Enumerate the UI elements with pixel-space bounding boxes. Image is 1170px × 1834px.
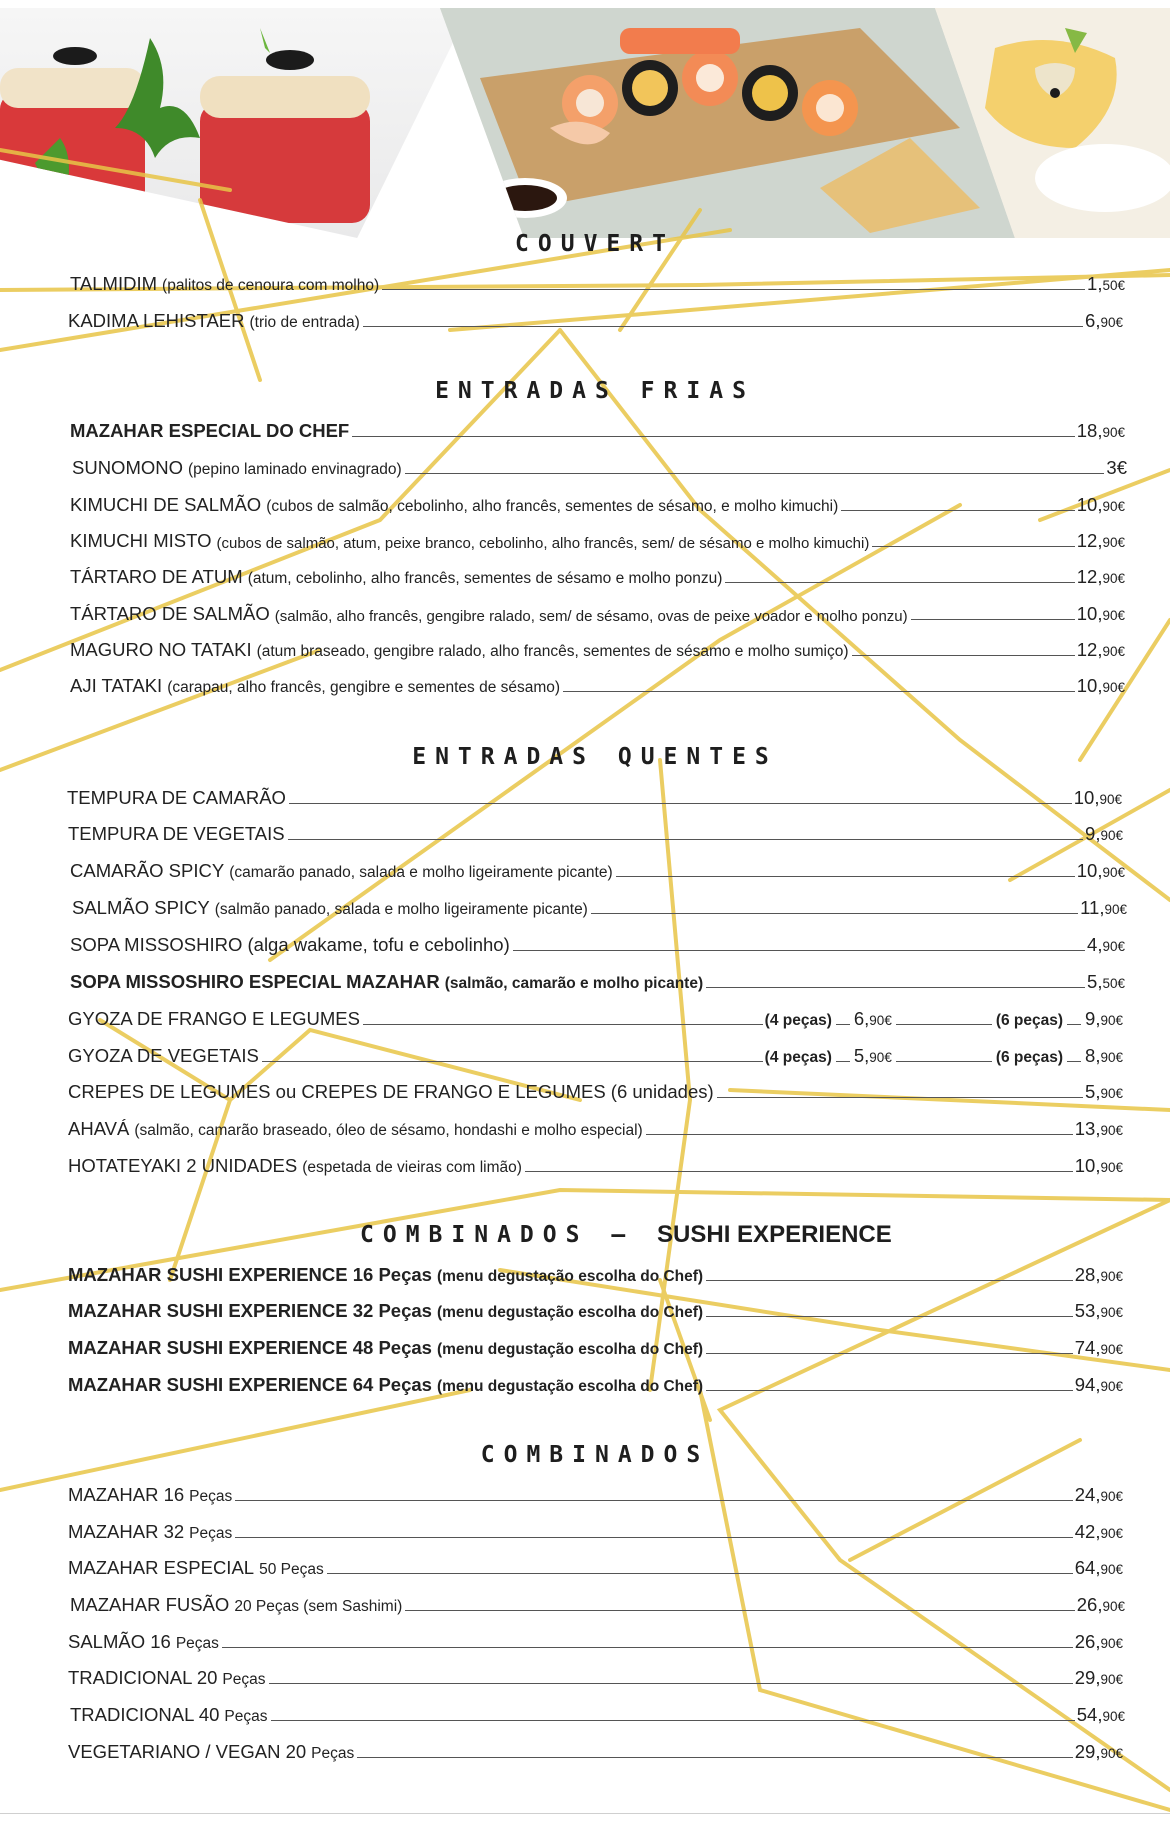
price-integer: 5, bbox=[1087, 971, 1103, 992]
item-description: Peças bbox=[175, 1635, 219, 1652]
menu-item-row bbox=[70, 852, 1125, 882]
item-description: (salmão, camarão braseado, óleo de sésamo, hondashi e molho especial) bbox=[134, 1122, 643, 1139]
item-price bbox=[1087, 273, 1125, 295]
item-description: (cubos de salmão, atum, peixe branco, cebolinho, alho francês, sem/ de sésamo e molho kimuchi) bbox=[216, 535, 870, 552]
portion-price-6 bbox=[1085, 1045, 1123, 1067]
item-price bbox=[1075, 1374, 1123, 1396]
dot-leader bbox=[235, 1500, 1072, 1501]
item-price bbox=[1075, 1521, 1123, 1543]
item-price bbox=[1075, 1300, 1123, 1322]
bottom-border bbox=[0, 1813, 1170, 1814]
item-name: TÁRTARO DE SALMÃO bbox=[70, 603, 270, 624]
item-name: GYOZA DE FRANGO E LEGUMES bbox=[68, 1008, 360, 1029]
dot-leader bbox=[405, 473, 1105, 474]
portion-label-6: (6 peças) bbox=[995, 1012, 1064, 1029]
item-name: TEMPURA DE VEGETAIS bbox=[68, 823, 285, 844]
menu-item-row bbox=[70, 631, 1125, 661]
item-price bbox=[1074, 787, 1122, 809]
price-integer: 26, bbox=[1074, 1631, 1101, 1652]
item-description: (menu degustação escolha do Chef) bbox=[436, 1304, 704, 1321]
item-price bbox=[1075, 1484, 1123, 1506]
dot-leader bbox=[725, 582, 1074, 583]
menu-item-row bbox=[72, 449, 1127, 479]
price-cents: 90€ bbox=[1100, 1672, 1123, 1687]
item-price bbox=[1085, 823, 1123, 845]
section-title-entradas-frias: ENTRADAS FRIAS bbox=[435, 378, 755, 404]
item-price bbox=[1077, 1704, 1125, 1726]
price-integer: 9, bbox=[1085, 1008, 1101, 1029]
dot-leader bbox=[646, 1134, 1073, 1135]
price-cents: 50€ bbox=[1102, 976, 1125, 991]
dot-leader bbox=[896, 1024, 992, 1025]
price-cents: 90€ bbox=[1102, 425, 1125, 440]
menu-item-row bbox=[70, 486, 1125, 516]
price-integer: 10, bbox=[1076, 603, 1103, 624]
dot-leader bbox=[706, 1316, 1073, 1317]
dot-leader bbox=[363, 326, 1083, 327]
scallop-tuna-dish-photo bbox=[0, 8, 470, 238]
menu-item-row bbox=[68, 1366, 1123, 1396]
dot-leader bbox=[841, 510, 1074, 511]
price-integer: 10, bbox=[1076, 860, 1103, 881]
price-integer: 53, bbox=[1074, 1300, 1101, 1321]
dot-leader bbox=[1067, 1061, 1081, 1062]
menu-item-row bbox=[68, 815, 1123, 845]
item-name: MAZAHAR ESPECIAL DO CHEF bbox=[70, 420, 350, 441]
price-cents: 90€ bbox=[1100, 1489, 1123, 1504]
item-description: 50 Peças bbox=[259, 1561, 324, 1578]
dot-leader bbox=[382, 289, 1085, 290]
item-description: (salmão panado, salada e molho ligeiramente picante) bbox=[214, 901, 588, 918]
price-cents: 90€ bbox=[1102, 535, 1125, 550]
item-description: 20 Peças (sem Sashimi) bbox=[234, 1598, 403, 1615]
menu-item-row bbox=[67, 779, 1122, 809]
price-cents: 50€ bbox=[1102, 278, 1125, 293]
price-cents: 90€ bbox=[1102, 865, 1125, 880]
dot-leader bbox=[616, 876, 1075, 877]
item-description: Peças bbox=[189, 1525, 233, 1542]
price-integer: 12, bbox=[1076, 639, 1103, 660]
item-price bbox=[1075, 1155, 1123, 1177]
section-title-combinados: COMBINADOS bbox=[480, 1442, 710, 1468]
item-name: SALMÃO 16 bbox=[68, 1631, 171, 1652]
price-cents: 90€ bbox=[1102, 571, 1125, 586]
item-description: (atum, cebolinho, alho francês, sementes de sésamo e molho ponzu) bbox=[247, 570, 723, 587]
dot-leader bbox=[1067, 1024, 1081, 1025]
price-integer: 1, bbox=[1087, 273, 1103, 294]
dot-leader bbox=[262, 1061, 763, 1062]
menu-item-row bbox=[68, 1733, 1123, 1763]
price-integer: 94, bbox=[1074, 1374, 1101, 1395]
item-name: KIMUCHI MISTO bbox=[70, 530, 212, 551]
price-cents: 90€ bbox=[1102, 1709, 1125, 1724]
item-name: MAZAHAR SUSHI EXPERIENCE 32 Peças bbox=[68, 1300, 432, 1321]
price-cents: 90€ bbox=[1102, 499, 1125, 514]
item-name: SOPA MISSOSHIRO (alga wakame, tofu e cebolinho) bbox=[70, 934, 510, 955]
menu-item-row bbox=[68, 1549, 1123, 1579]
price-integer: 74, bbox=[1074, 1337, 1101, 1358]
dot-leader bbox=[563, 691, 1075, 692]
menu-item-row bbox=[70, 1696, 1125, 1726]
price-integer: 5, bbox=[853, 1045, 870, 1066]
item-description: Peças bbox=[224, 1708, 268, 1725]
price-cents: 90€ bbox=[1099, 792, 1122, 807]
price-integer: 12, bbox=[1076, 530, 1103, 551]
dot-leader bbox=[852, 655, 1075, 656]
price-cents: 90€ bbox=[1102, 1599, 1125, 1614]
dot-leader bbox=[289, 803, 1072, 804]
item-name: KADIMA LEHISTAER bbox=[68, 310, 245, 331]
price-integer: 10, bbox=[1076, 675, 1103, 696]
gyoza-row bbox=[68, 1000, 1123, 1030]
menu-item-row bbox=[70, 265, 1125, 295]
dot-leader bbox=[591, 913, 1078, 914]
item-price bbox=[1085, 1081, 1123, 1103]
item-price bbox=[1075, 1667, 1123, 1689]
dot-leader bbox=[836, 1024, 850, 1025]
item-price bbox=[1077, 566, 1125, 588]
item-price bbox=[1087, 971, 1125, 993]
menu-item-row bbox=[70, 963, 1125, 993]
menu-item-row bbox=[70, 926, 1125, 956]
item-price bbox=[1080, 897, 1127, 919]
price-cents: 90€ bbox=[1100, 1160, 1123, 1175]
item-description: Peças bbox=[222, 1671, 266, 1688]
item-price bbox=[1077, 860, 1125, 882]
price-integer: 26, bbox=[1076, 1594, 1103, 1615]
item-price bbox=[1077, 530, 1125, 552]
item-name: MAZAHAR SUSHI EXPERIENCE 48 Peças bbox=[68, 1337, 432, 1358]
price-integer: 8, bbox=[1085, 1045, 1101, 1066]
item-description: (espetada de vieiras com limão) bbox=[302, 1159, 522, 1176]
item-name: TÁRTARO DE ATUM bbox=[70, 566, 243, 587]
item-name: AJI TATAKI bbox=[70, 675, 163, 696]
price-cents: 90€ bbox=[1100, 1086, 1123, 1101]
item-name: MAZAHAR 16 bbox=[68, 1484, 185, 1505]
sushi-experience-subtitle: SUSHI EXPERIENCE bbox=[657, 1221, 892, 1248]
item-description: (camarão panado, salada e molho ligeiramente picante) bbox=[229, 864, 613, 881]
price-cents: 90€ bbox=[1102, 939, 1125, 954]
price-integer: 10, bbox=[1074, 1155, 1101, 1176]
item-price bbox=[1106, 457, 1127, 479]
dot-leader bbox=[717, 1097, 1083, 1098]
item-name: HOTATEYAKI 2 UNIDADES bbox=[68, 1155, 298, 1176]
price-integer: 29, bbox=[1074, 1741, 1101, 1762]
item-description: (carapau, alho francês, gengibre e sementes de sésamo) bbox=[167, 679, 561, 696]
item-price bbox=[1075, 1264, 1123, 1286]
price-integer: 12, bbox=[1076, 566, 1103, 587]
dot-leader bbox=[911, 619, 1075, 620]
dot-leader bbox=[271, 1720, 1075, 1721]
price-cents: 90€ bbox=[1100, 828, 1123, 843]
menu-item-row bbox=[68, 1476, 1123, 1506]
menu-item-row bbox=[70, 667, 1125, 697]
price-cents: 90€ bbox=[1100, 1526, 1123, 1541]
item-name: CAMARÃO SPICY bbox=[70, 860, 225, 881]
price-cents: 90€ bbox=[1102, 608, 1125, 623]
section-title-entradas-quentes: ENTRADAS QUENTES bbox=[412, 744, 778, 770]
item-price bbox=[1077, 420, 1125, 442]
price-cents: 90€ bbox=[1100, 1636, 1123, 1651]
item-name: MAZAHAR ESPECIAL bbox=[68, 1557, 255, 1578]
menu-item-row bbox=[68, 1110, 1123, 1140]
dot-leader bbox=[288, 839, 1083, 840]
item-name: AHAVÁ bbox=[68, 1118, 130, 1139]
dot-leader bbox=[327, 1573, 1073, 1574]
price-integer: 6, bbox=[1085, 310, 1101, 331]
price-integer: 28, bbox=[1074, 1264, 1101, 1285]
item-price bbox=[1077, 603, 1125, 625]
price-cents: 90€ bbox=[1104, 902, 1127, 917]
gyoza-row bbox=[68, 1037, 1123, 1067]
item-price bbox=[1075, 1631, 1123, 1653]
dot-leader bbox=[363, 1024, 763, 1025]
portion-price-6 bbox=[1085, 1008, 1123, 1030]
price-cents: 90€ bbox=[1102, 644, 1125, 659]
price-cents: 90€ bbox=[1100, 1342, 1123, 1357]
item-name: GYOZA DE VEGETAIS bbox=[68, 1045, 259, 1066]
portion-label-6: (6 peças) bbox=[995, 1049, 1064, 1066]
price-cents: 90€ bbox=[1100, 1050, 1123, 1065]
price-integer: 5, bbox=[1085, 1081, 1101, 1102]
price-integer: 11, bbox=[1080, 897, 1105, 918]
dot-leader bbox=[706, 1280, 1073, 1281]
price-cents: 90€ bbox=[1100, 1013, 1123, 1028]
price-integer: 29, bbox=[1074, 1667, 1101, 1688]
price-integer: 13, bbox=[1074, 1118, 1101, 1139]
item-price bbox=[1075, 1337, 1123, 1359]
menu-item-row bbox=[68, 1513, 1123, 1543]
menu-item-row bbox=[70, 558, 1125, 588]
dot-leader bbox=[357, 1757, 1072, 1758]
price-integer: 42, bbox=[1074, 1521, 1101, 1542]
dot-leader bbox=[405, 1610, 1074, 1611]
menu-item-row bbox=[70, 595, 1125, 625]
menu-item-row bbox=[68, 302, 1123, 332]
item-name: TALMIDIM bbox=[70, 273, 158, 294]
dot-leader bbox=[836, 1061, 850, 1062]
menu-item-row bbox=[70, 522, 1125, 552]
dot-leader bbox=[706, 987, 1085, 988]
item-description: (menu degustação escolha do Chef) bbox=[436, 1341, 704, 1358]
item-price bbox=[1075, 1557, 1123, 1579]
item-price bbox=[1077, 494, 1125, 516]
menu-item-row bbox=[70, 412, 1125, 442]
item-price bbox=[1085, 310, 1123, 332]
item-name: MAZAHAR FUSÃO bbox=[70, 1594, 230, 1615]
price-cents: 90€ bbox=[869, 1050, 892, 1065]
dot-leader bbox=[513, 950, 1085, 951]
dot-leader bbox=[269, 1683, 1073, 1684]
item-name: SUNOMONO bbox=[72, 457, 183, 478]
price-cents: 90€ bbox=[1100, 1562, 1123, 1577]
item-name: MAZAHAR SUSHI EXPERIENCE 64 Peças bbox=[68, 1374, 432, 1395]
price-integer: 3€ bbox=[1106, 457, 1127, 478]
item-description: (atum braseado, gengibre ralado, alho francês, sementes de sésamo e molho sumiço) bbox=[256, 643, 849, 660]
item-name: VEGETARIANO / VEGAN 20 bbox=[68, 1741, 307, 1762]
price-cents: 90€ bbox=[1100, 1379, 1123, 1394]
price-integer: 4, bbox=[1087, 934, 1103, 955]
item-name: TEMPURA DE CAMARÃO bbox=[67, 787, 286, 808]
dot-leader bbox=[235, 1537, 1072, 1538]
price-cents: 90€ bbox=[1100, 1123, 1123, 1138]
item-price bbox=[1077, 675, 1125, 697]
item-price bbox=[1075, 1118, 1123, 1140]
menu-item-row bbox=[68, 1623, 1123, 1653]
portion-price-4 bbox=[854, 1008, 892, 1030]
dot-leader bbox=[896, 1061, 992, 1062]
item-description: (trio de entrada) bbox=[249, 314, 360, 331]
item-name: MAZAHAR 32 bbox=[68, 1521, 185, 1542]
portion-label-4: (4 peças) bbox=[764, 1012, 832, 1029]
menu-item-row bbox=[68, 1073, 1123, 1103]
menu-item-row bbox=[72, 889, 1127, 919]
price-integer: 10, bbox=[1073, 787, 1100, 808]
item-price bbox=[1087, 934, 1125, 956]
portion-price-4 bbox=[854, 1045, 892, 1067]
section-title-couvert: COUVERT bbox=[515, 231, 675, 257]
price-integer: 10, bbox=[1076, 494, 1103, 515]
item-description: (menu degustação escolha do Chef) bbox=[436, 1378, 704, 1395]
sushi-experience-title: COMBINADOS – bbox=[360, 1222, 635, 1248]
menu-item-row bbox=[70, 1586, 1125, 1616]
item-price bbox=[1077, 1594, 1125, 1616]
item-name: MAZAHAR SUSHI EXPERIENCE 16 Peças bbox=[68, 1264, 432, 1285]
dot-leader bbox=[222, 1647, 1073, 1648]
price-cents: 90€ bbox=[869, 1013, 892, 1028]
dot-leader bbox=[706, 1390, 1073, 1391]
price-integer: 64, bbox=[1074, 1557, 1101, 1578]
portion-label-4: (4 peças) bbox=[764, 1049, 832, 1066]
price-cents: 90€ bbox=[1102, 680, 1125, 695]
item-name: SALMÃO SPICY bbox=[72, 897, 210, 918]
price-integer: 18, bbox=[1076, 420, 1103, 441]
price-integer: 24, bbox=[1074, 1484, 1101, 1505]
item-description: (salmão, alho francês, gengibre ralado, sem/ de sésamo, ovas de peixe voador e molho ponzu) bbox=[274, 608, 908, 625]
price-integer: 9, bbox=[1085, 823, 1101, 844]
item-name: SOPA MISSOSHIRO ESPECIAL MAZAHAR bbox=[70, 971, 440, 992]
item-description: (menu degustação escolha do Chef) bbox=[436, 1268, 704, 1285]
item-name: MAGURO NO TATAKI bbox=[70, 639, 252, 660]
price-cents: 90€ bbox=[1100, 315, 1123, 330]
dot-leader bbox=[352, 436, 1075, 437]
item-name: TRADICIONAL 40 bbox=[70, 1704, 220, 1725]
menu-item-row bbox=[68, 1659, 1123, 1689]
item-name: CREPES DE LEGUMES ou CREPES DE FRANGO E LEGUMES (6 unidades) bbox=[68, 1081, 714, 1102]
dot-leader bbox=[872, 546, 1074, 547]
item-description: Peças bbox=[311, 1745, 355, 1762]
dot-leader bbox=[525, 1171, 1073, 1172]
menu-item-row bbox=[68, 1329, 1123, 1359]
price-cents: 90€ bbox=[1100, 1269, 1123, 1284]
dot-leader bbox=[706, 1353, 1073, 1354]
item-name: KIMUCHI DE SALMÃO bbox=[70, 494, 262, 515]
item-description: Peças bbox=[189, 1488, 233, 1505]
price-integer: 54, bbox=[1076, 1704, 1103, 1725]
item-description: (palitos de cenoura com molho) bbox=[162, 277, 380, 294]
item-description: (pepino laminado envinagrado) bbox=[188, 461, 402, 478]
item-description: (cubos de salmão, cebolinho, alho francês, sementes de sésamo, e molho kimuchi) bbox=[266, 498, 839, 515]
item-price bbox=[1075, 1741, 1123, 1763]
item-description: (salmão, camarão e molho picante) bbox=[444, 975, 704, 992]
menu-item-row bbox=[68, 1256, 1123, 1286]
price-cents: 90€ bbox=[1100, 1746, 1123, 1761]
section-title-sushi-experience bbox=[360, 1221, 920, 1249]
menu-item-row bbox=[68, 1147, 1123, 1177]
item-name: TRADICIONAL 20 bbox=[68, 1667, 218, 1688]
price-integer: 6, bbox=[853, 1008, 870, 1029]
menu-item-row bbox=[68, 1292, 1123, 1322]
price-cents: 90€ bbox=[1100, 1305, 1123, 1320]
item-price bbox=[1077, 639, 1125, 661]
